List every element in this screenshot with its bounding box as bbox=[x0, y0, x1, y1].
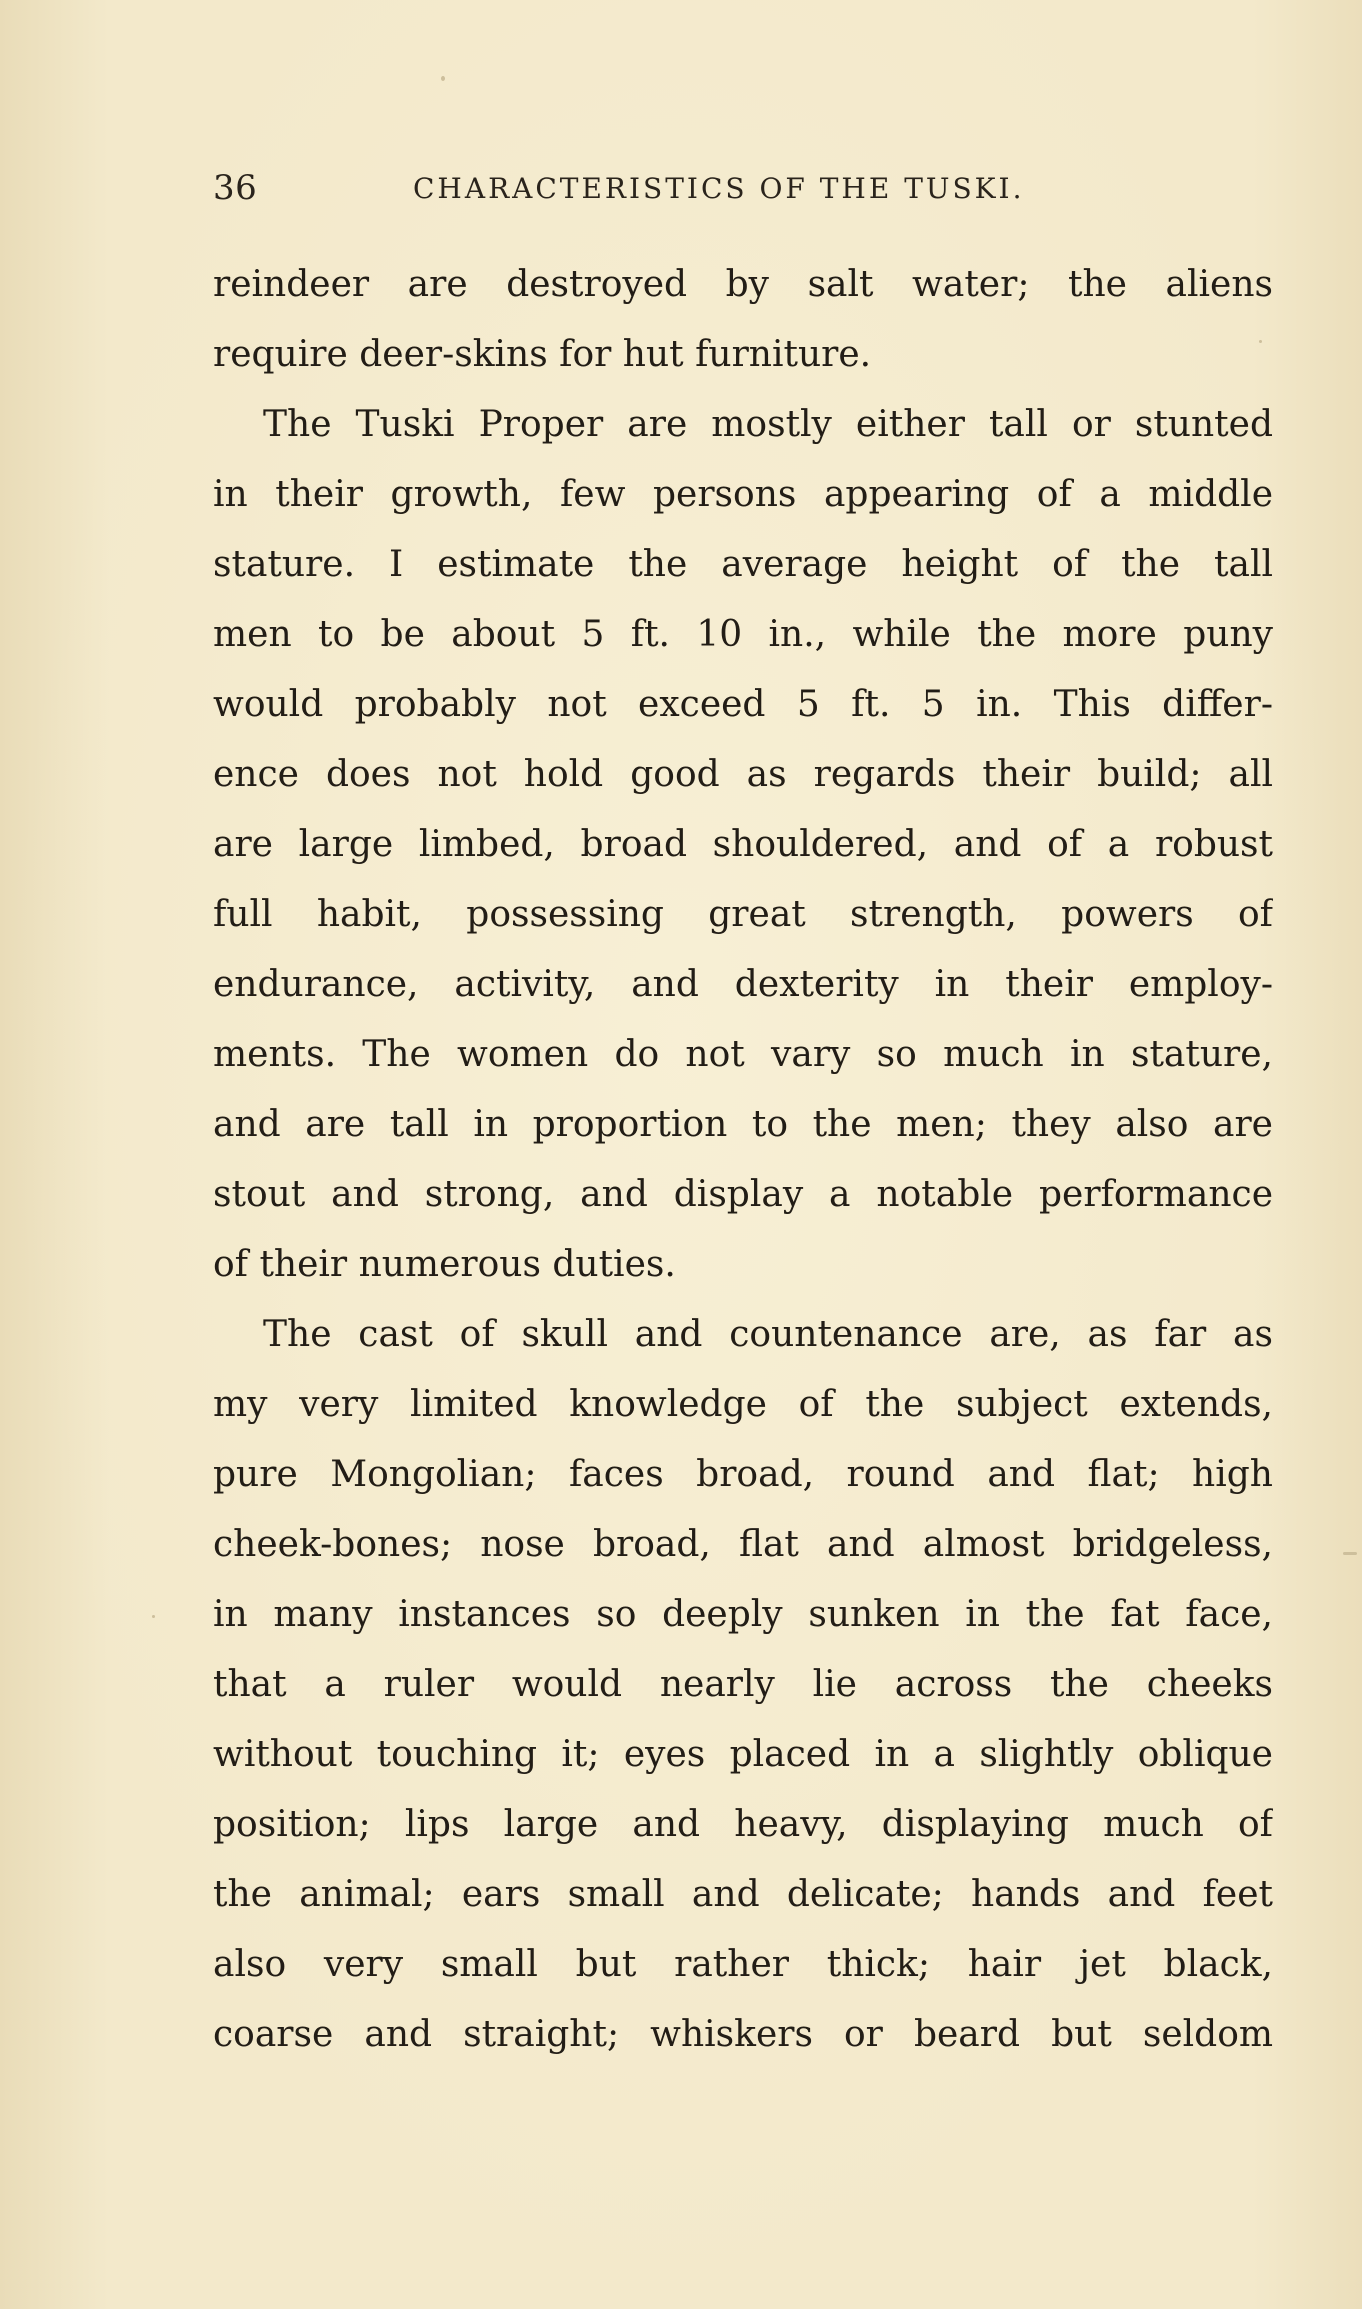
text-line: are large limbed, broad shouldered, and of a robust bbox=[213, 824, 1273, 865]
text-line: full habit, possessing great strength, powers of bbox=[213, 894, 1273, 935]
text-line: in many instances so deeply sunken in the fat face, bbox=[213, 1594, 1273, 1635]
text-line: stout and strong, and display a notable performance bbox=[213, 1174, 1273, 1215]
page-header bbox=[213, 168, 1273, 212]
text-line: of their numerous duties. bbox=[213, 1244, 676, 1285]
page-number: 36 bbox=[213, 168, 258, 208]
text-line: would probably not exceed 5 ft. 5 in. This differ- bbox=[213, 684, 1273, 725]
text-line: ence does not hold good as regards their build; all bbox=[213, 754, 1273, 795]
text-line: the animal; ears small and delicate; hands and feet bbox=[213, 1874, 1273, 1915]
text-line: ments. The women do not vary so much in stature, bbox=[213, 1034, 1273, 1075]
text-line: stature. I estimate the average height of the tall bbox=[213, 544, 1273, 585]
body-text bbox=[213, 250, 1273, 2070]
paper-speck bbox=[441, 76, 445, 81]
text-line: The Tuski Proper are mostly either tall or stunted bbox=[263, 404, 1273, 445]
text-line: my very limited knowledge of the subject extends, bbox=[213, 1384, 1273, 1425]
text-line: pure Mongolian; faces broad, round and flat; high bbox=[213, 1454, 1273, 1495]
running-head: CHARACTERISTICS OF THE TUSKI. bbox=[413, 172, 1025, 205]
text-line: that a ruler would nearly lie across the cheeks bbox=[213, 1664, 1273, 1705]
paper-speck bbox=[152, 1615, 155, 1618]
text-line: reindeer are destroyed by salt water; the aliens bbox=[213, 264, 1273, 305]
text-line: position; lips large and heavy, displaying much of bbox=[213, 1804, 1273, 1845]
text-line: in their growth, few persons appearing of a middle bbox=[213, 474, 1273, 515]
text-line: cheek-bones; nose broad, flat and almost bridgeless, bbox=[213, 1524, 1273, 1565]
paper-speck bbox=[1343, 1552, 1357, 1555]
text-line: endurance, activity, and dexterity in their employ- bbox=[213, 964, 1273, 1005]
text-line: without touching it; eyes placed in a slightly oblique bbox=[213, 1734, 1273, 1775]
text-line: and are tall in proportion to the men; they also are bbox=[213, 1104, 1273, 1145]
text-line: coarse and straight; whiskers or beard but seldom bbox=[213, 2014, 1273, 2055]
text-line: men to be about 5 ft. 10 in., while the more puny bbox=[213, 614, 1273, 655]
text-line: The cast of skull and countenance are, as far as bbox=[263, 1314, 1273, 1355]
text-line: also very small but rather thick; hair jet black, bbox=[213, 1944, 1273, 1985]
text-line: require deer-skins for hut furniture. bbox=[213, 334, 872, 375]
